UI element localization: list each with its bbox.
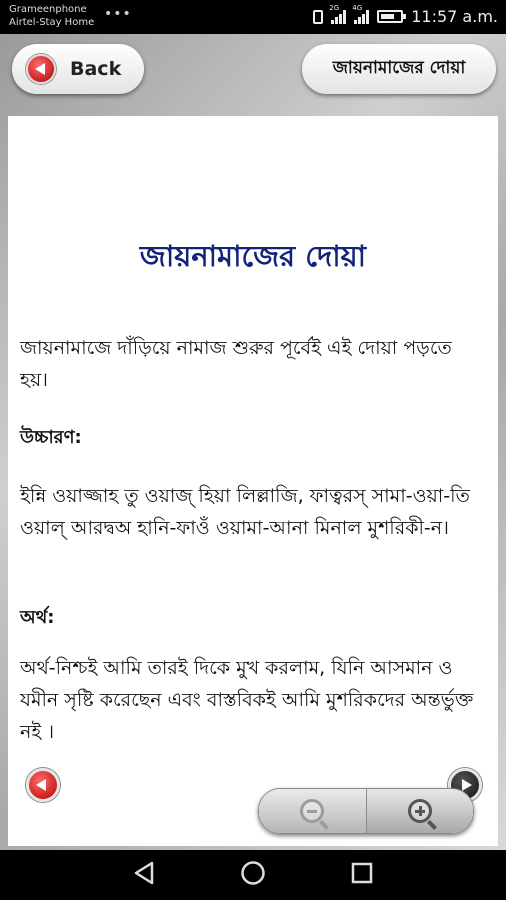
app-screen xyxy=(0,34,506,850)
pronunciation-heading: উচ্চারণ: xyxy=(20,427,82,448)
back-arrow-icon xyxy=(26,54,56,84)
carrier-info xyxy=(9,3,94,29)
status-icons xyxy=(313,3,498,26)
clock: 11:57 a.m. xyxy=(411,7,498,26)
pronunciation-text: ইন্নি ওয়াজ্জাহ তু ওয়াজ্ হিয়া লিল্লাজি, ফাত্বরস্ সামা-ওয়া-তি ওয়াল্ আরদ্বঅ হানি-ফাওঁ ওয়ামা-আনা মিনাল মুশরিকী-ন। xyxy=(20,485,470,539)
content-card xyxy=(8,116,498,846)
nav-back-icon[interactable] xyxy=(133,861,155,889)
carrier-line-2: Airtel-Stay Home xyxy=(9,17,95,28)
status-bar xyxy=(0,0,506,34)
back-button[interactable] xyxy=(12,44,144,94)
signal-icon-sim1 xyxy=(329,3,346,24)
back-label: Back xyxy=(70,58,122,80)
vibrate-icon xyxy=(313,10,323,24)
nav-home-icon[interactable] xyxy=(240,860,266,890)
network-type-label: 2G xyxy=(329,3,340,12)
meaning-text: অর্থ-নিশ্চই আমি তারই দিকে মুখ করলাম, যিনি আসমান ও যমীন সৃষ্টি করেছেন এবং বাস্তবিকই আমি মুশরিকদের অন্তর্ভুক্ত নই । xyxy=(20,657,474,743)
battery-icon xyxy=(377,10,403,23)
zoom-controls xyxy=(258,788,474,834)
zoom-out-button[interactable] xyxy=(259,789,367,833)
nav-recent-apps-icon[interactable] xyxy=(351,862,373,888)
header-title xyxy=(302,44,496,94)
header-title-text: জায়নামাজের দোয়া xyxy=(332,58,466,78)
more-notifications-icon: ••• xyxy=(104,6,132,22)
previous-page-button[interactable] xyxy=(26,768,60,802)
zoom-in-button[interactable] xyxy=(367,789,474,833)
carrier-line-1: Grameenphone xyxy=(9,4,87,15)
signal-icon-sim2 xyxy=(352,3,369,24)
network-type-label: 4G xyxy=(352,3,363,12)
zoom-in-icon xyxy=(408,799,432,823)
intro-text: জায়নামাজে দাঁড়িয়ে নামাজ শুরুর পূর্বেই এই দোয়া পড়তে হয়। xyxy=(20,337,452,391)
navigation-bar xyxy=(0,850,506,900)
page-title: জায়নামাজের দোয়া xyxy=(139,239,367,273)
zoom-out-icon xyxy=(300,799,324,823)
meaning-heading: অর্থ: xyxy=(20,607,55,628)
